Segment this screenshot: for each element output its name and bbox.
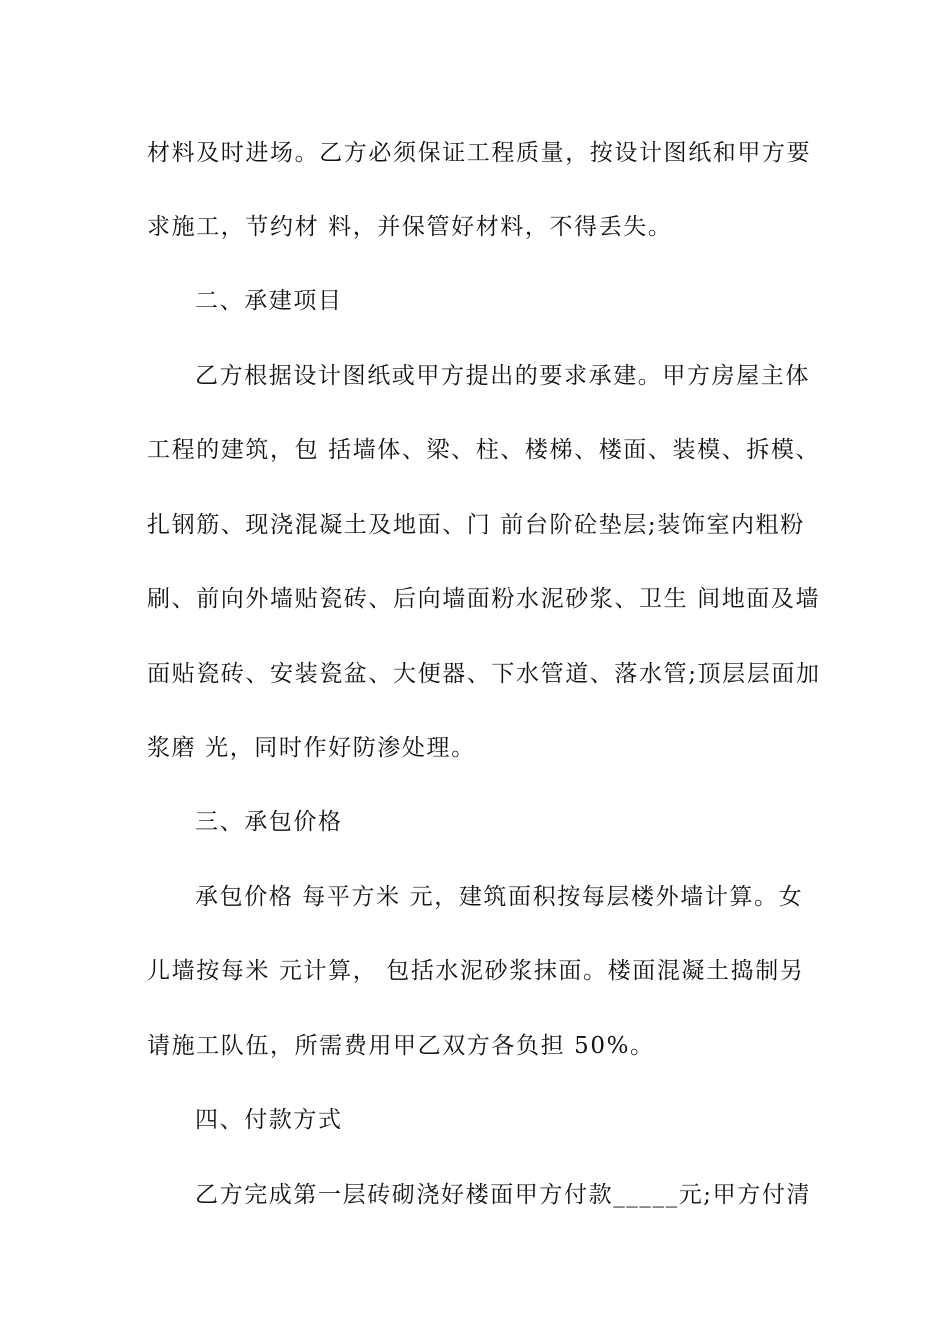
paragraph-line: 求施工，节约材 料，并保管好材料，不得丢失。	[147, 214, 673, 240]
paragraph-line: 面贴瓷砖、安装瓷盆、大便器、下水管道、落水管;顶层层面加	[147, 661, 821, 687]
paragraph-line: 承包价格 每平方米 元，建筑面积按每层楼外墙计算。女	[195, 884, 804, 910]
paragraph-line: 扎钢筋、现浇混凝土及地面、门 前台阶砼垫层;装饰室内粗粉	[147, 512, 805, 538]
paragraph-line: 乙方根据设计图纸或甲方提出的要求承建。甲方房屋主体	[195, 363, 810, 389]
section-heading-2: 二、承建项目	[195, 288, 343, 314]
paragraph-line: 刷、前向外墙贴瓷砖、后向墙面粉水泥砂浆、卫生 间地面及墙	[147, 586, 821, 612]
paragraph-line: 请施工队伍，所需费用甲乙双方各负担 50%。	[147, 1033, 655, 1059]
section-heading-3: 三、承包价格	[195, 809, 343, 835]
paragraph-line: 工程的建筑，包 括墙体、梁、柱、楼梯、楼面、装模、拆模、	[147, 437, 821, 463]
paragraph-line: 材料及时进场。乙方必须保证工程质量，按设计图纸和甲方要	[147, 140, 812, 166]
paragraph-line: 浆磨 光，同时作好防渗处理。	[147, 735, 476, 761]
paragraph-line: 儿墙按每米 元计算， 包括水泥砂浆抹面。楼面混凝土捣制另	[147, 958, 805, 984]
section-heading-4: 四、付款方式	[195, 1107, 343, 1133]
paragraph-line: 乙方完成第一层砖砌浇好楼面甲方付款_____元;甲方付清	[195, 1182, 812, 1208]
